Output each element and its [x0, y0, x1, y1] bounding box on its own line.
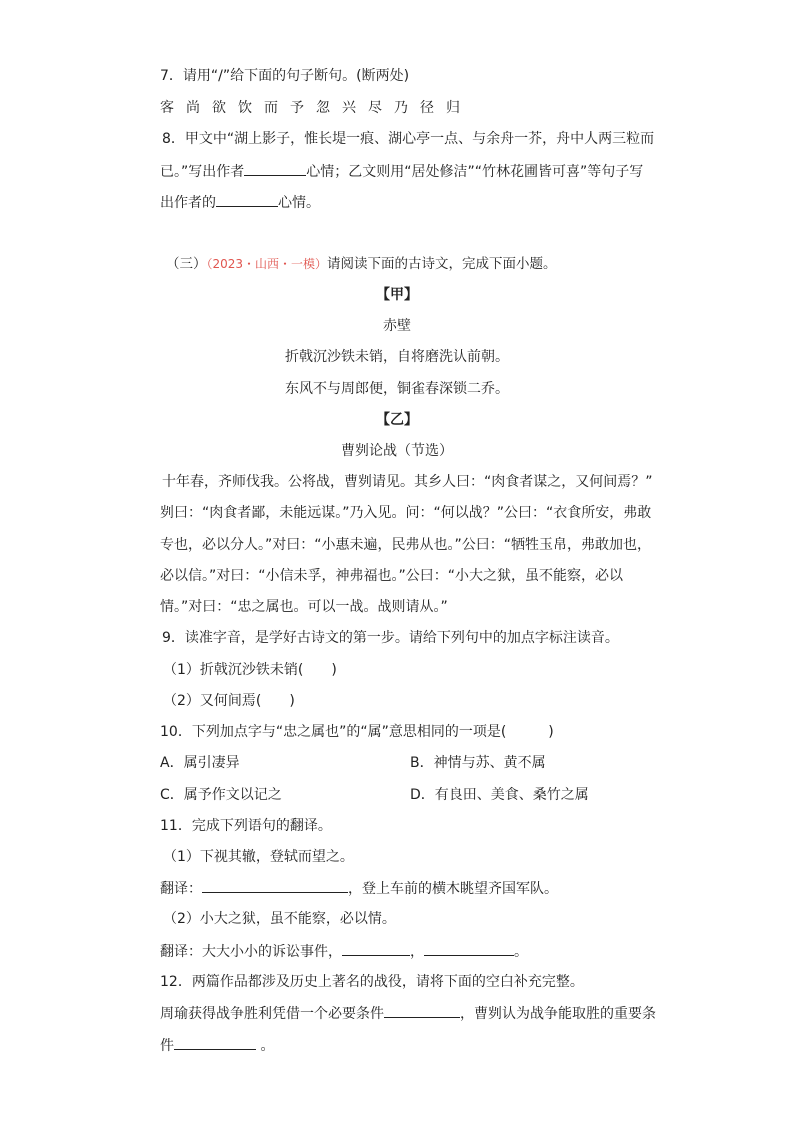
- prose-title: 曹刿论战（节选）: [341, 443, 453, 459]
- q10-stem: 10．下列加点字与“忠之属也”的“属”意思相同的一项是( ): [160, 724, 554, 740]
- q7-char: 欲: [212, 100, 226, 116]
- q7-char: 兴: [342, 100, 356, 116]
- q12-stem: 12．两篇作品都涉及历史上著名的战役，请将下面的空白补充完整。: [160, 974, 584, 990]
- q11-trans1: [160, 878, 558, 899]
- q7-char: 予: [290, 100, 304, 116]
- prose-line: 十年春，齐师伐我。公将战，曹刿请见。其乡人曰：“肉食者谋之，又何间焉？”: [162, 474, 653, 490]
- q12-line1: [160, 1003, 656, 1024]
- q11-item1: （1）下视其辙，登轼而望之。: [163, 849, 354, 865]
- poem-line1: 折戟沉沙铁未销，自将磨洗认前朝。: [285, 349, 509, 365]
- prose-tag: 【乙】: [376, 412, 418, 428]
- answer-blank[interactable]: [244, 161, 306, 176]
- q7-char: 客: [160, 100, 174, 116]
- q11-item2: （2）小大之狱，虽不能察，必以情。: [163, 911, 396, 927]
- section3-text: 请阅读下面的古诗文，完成下面小题。: [327, 256, 557, 272]
- q8-line3-a: 出作者的: [160, 195, 216, 211]
- q11-trans2-label: 翻译：大大小小的诉讼事件，: [160, 944, 342, 960]
- q7-char: 尚: [186, 100, 200, 116]
- answer-blank[interactable]: [424, 941, 514, 956]
- prose-line: 情。”对曰：“忠之属也。可以一战。战则请从。”: [160, 599, 448, 615]
- answer-blank[interactable]: [342, 941, 410, 956]
- answer-blank[interactable]: [174, 1035, 256, 1050]
- q11-period: 。: [514, 944, 528, 960]
- q7-char: 归: [446, 100, 460, 116]
- section3-source: （2023・山西・一模）: [206, 257, 328, 271]
- q7-stem: 7．请用“/”给下面的句子断句。(断两处): [160, 68, 410, 84]
- q9-stem: 9．读准字音，是学好古诗文的第一步。请给下列句中的加点字标注读音。: [162, 630, 619, 646]
- poem-tag: 【甲】: [376, 287, 418, 303]
- q7-char: 而: [264, 100, 278, 116]
- q7-char: 尽: [368, 100, 382, 116]
- q8-line2: [160, 161, 643, 182]
- q9-item: （2）又何间焉( ): [163, 693, 295, 709]
- prose-line: 必以信。”对曰：“小信未孚，神弗福也。”公曰：“小大之狱，虽不能察，必以: [160, 568, 624, 584]
- q8-line2-b: 心情；乙文则用“居处修洁”“竹林花圃皆可喜”等句子写: [306, 164, 644, 180]
- q7-char: 忽: [316, 100, 330, 116]
- q12-line2-b: 。: [256, 1038, 275, 1054]
- q11-trans1-label: 翻译：: [160, 881, 202, 897]
- q7-char: 饮: [238, 100, 252, 116]
- q11-trans2: [160, 941, 528, 962]
- q12-line2: [160, 1035, 274, 1056]
- poem-line2: 东风不与周郎便，铜雀春深锁二乔。: [285, 381, 509, 397]
- q8-line2-a: 已。”写出作者: [160, 164, 245, 180]
- poem-title: 赤壁: [383, 318, 411, 334]
- answer-blank[interactable]: [384, 1003, 460, 1018]
- q10-option-a[interactable]: A．属引凄异: [160, 755, 240, 771]
- q8-line1: 8．甲文中“湖上影子，惟长堤一痕、湖心亭一点、与余舟一芥，舟中人两三粒而: [162, 131, 655, 147]
- q11-comma: ，: [410, 944, 424, 960]
- q7-char: 径: [420, 100, 434, 116]
- q7-sentence: [160, 98, 472, 118]
- q10-option-b[interactable]: B．神情与苏、黄不属: [410, 755, 546, 771]
- q10-option-d[interactable]: D．有良田、美食、桑竹之属: [410, 787, 589, 803]
- q11-trans1-rest: ，登上车前的横木眺望齐国军队。: [348, 881, 558, 897]
- prose-line: 专也，必以分人。”对曰：“小惠未遍，民弗从也。”公曰：“牺牲玉帛，弗敢加也，: [160, 537, 652, 553]
- prose-line: 刿曰：“肉食者鄙，未能远谋。”乃入见。问：“何以战？”公曰：“衣食所安，弗敢: [160, 505, 652, 521]
- q12-line1-a: 周瑜获得战争胜利凭借一个必要条件: [160, 1006, 384, 1022]
- q8-line3-b: 心情。: [278, 195, 320, 211]
- q8-line3: [160, 192, 320, 213]
- q9-item: （1）折戟沉沙铁未销( ): [163, 662, 337, 678]
- q7-char: 乃: [394, 100, 408, 116]
- q12-line1-b: ，曹刿认为战争能取胜的重要条: [460, 1006, 656, 1022]
- section3-prefix: （三）: [166, 256, 207, 272]
- q12-line2-a: 件: [160, 1038, 174, 1054]
- q10-option-c[interactable]: C．属予作文以记之: [160, 787, 282, 803]
- answer-blank[interactable]: [202, 878, 348, 893]
- section3-heading: [166, 254, 557, 274]
- q11-stem: 11．完成下列语句的翻译。: [160, 818, 332, 834]
- answer-blank[interactable]: [216, 192, 278, 207]
